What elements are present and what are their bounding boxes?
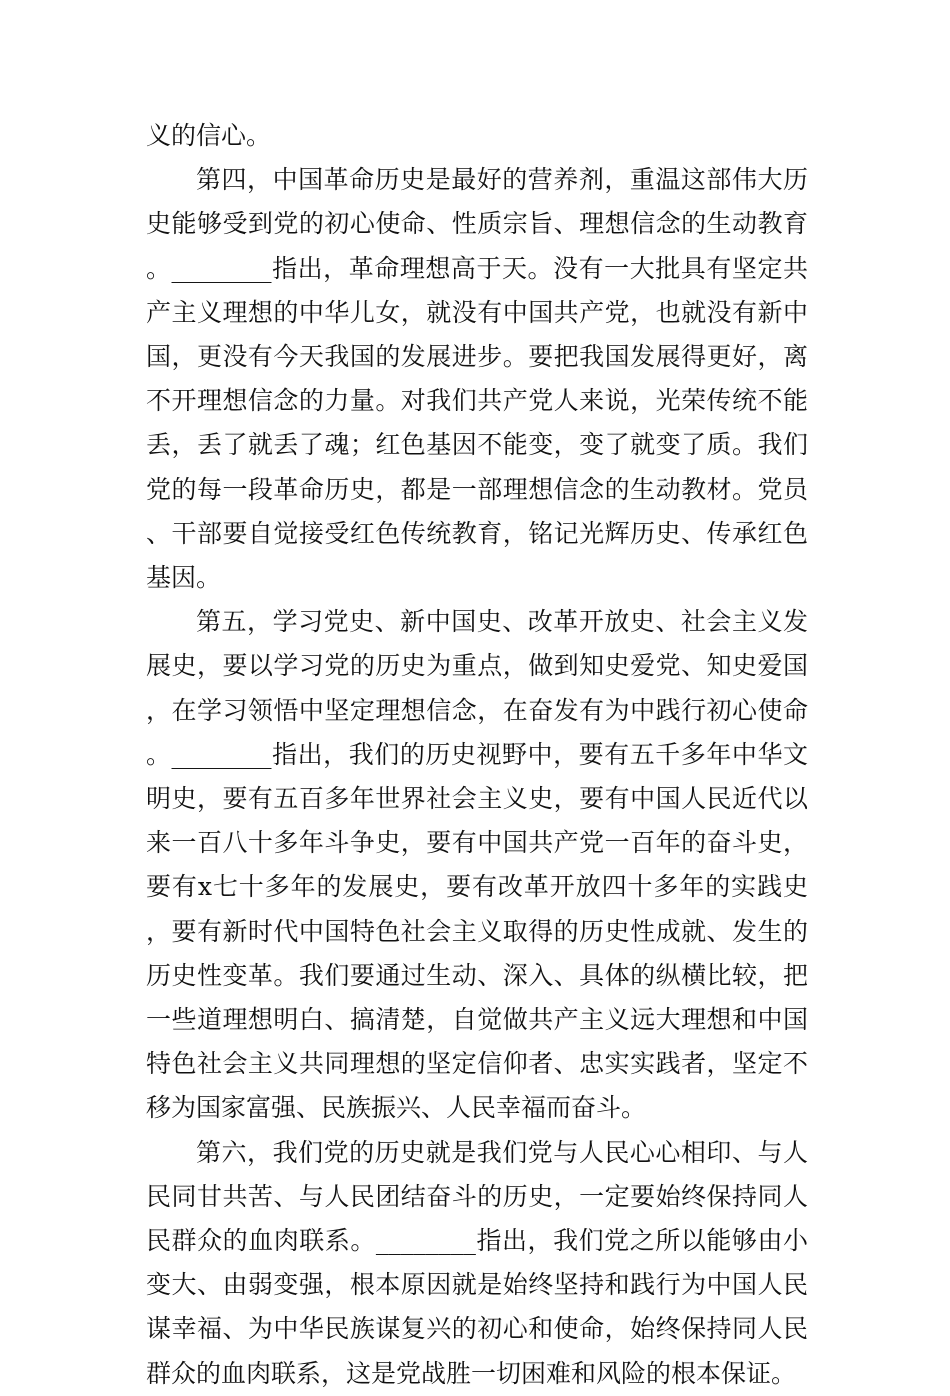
paragraph-fourth: 第四，中国革命历史是最好的营养剂，重温这部伟大历史能够受到党的初心使命、性质宗旨、理想信念的生动教育。________指出，革命理想高于天。没有一大批具有坚定共产主义理想的中华儿女，就没有中国共产党，也就没有新中国，更没有今天我国的发展进步。要把我国发展得更好，离不开理想信念的力量。对我们共产党人来说，光荣传统不能丢，丢了就丢了魂；红色基因不能变，变了就变了质。我们党的每一段革命历史，都是一部理想信念的生动教材。党员、干部要自觉接受红色传统教育，铭记光辉历史、传承红色基因。: [146, 165, 808, 593]
paragraph-fifth: 第五，学习党史、新中国史、改革开放史、社会主义发展史，要以学习党的历史为重点，做到知史爱党、知史爱国，在学习领悟中坚定理想信念，在奋发有为中践行初心使命。________指出，我们的历史视野中，要有五千多年中华文明史，要有五百多年世界社会主义史，要有中国人民近代以来一百八十多年斗争史，要有中国共产党一百年的奋斗史，要有x七十多年的发展史，要有改革开放四十多年的实践史，要有新时代中国特色社会主义取得的历史性成就、发生的历史性变革。我们要通过生动、深入、具体的纵横比较，把一些道理想明白、搞清楚，自觉做共产主义远大理想和中国特色社会主义共同理想的坚定信仰者、忠实实践者，坚定不移为国家富强、民族振兴、人民幸福而奋斗。: [146, 607, 808, 1123]
document-body: [146, 114, 808, 1396]
paragraph-sixth: 第六，我们党的历史就是我们党与人民心心相印、与人民同甘共苦、与人民团结奋斗的历史，一定要始终保持同人民群众的血肉联系。________指出，我们党之所以能够由小变大、由弱变强，根本原因就是始终坚持和践行为中国人民谋幸福、为中华民族谋复兴的初心和使命，始终保持同人民群众的血肉联系，这是党战胜一切困难和风险的根本保证。: [146, 1137, 808, 1388]
paragraph-continuation: 义的信心。: [146, 121, 272, 150]
